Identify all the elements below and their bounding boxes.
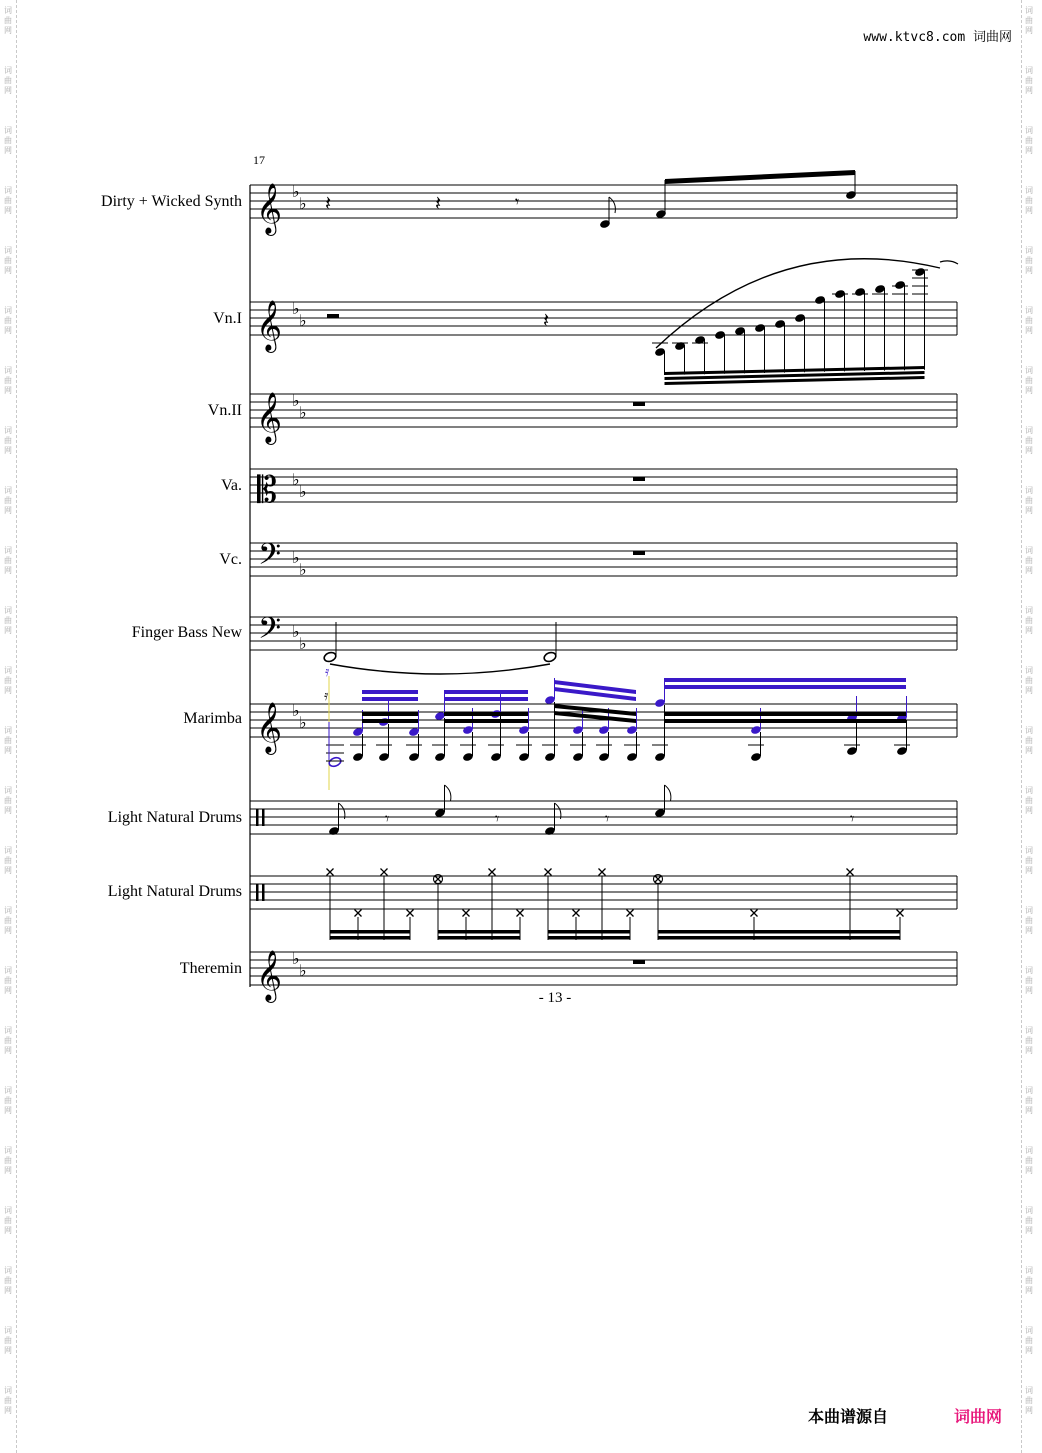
watermark-glyph: 词 — [1025, 246, 1033, 255]
watermark-glyph: 网 — [1025, 1226, 1033, 1235]
watermark-glyph: 词 — [1025, 666, 1033, 675]
watermark-glyph: 网 — [1025, 146, 1033, 155]
watermark-glyph: 网 — [4, 26, 12, 35]
x-notehead — [381, 869, 388, 876]
x-notehead — [897, 910, 904, 917]
watermark-glyph: 网 — [4, 206, 12, 215]
whole-rest-icon — [633, 551, 645, 555]
flat-icon: ♭ — [292, 548, 300, 567]
watermark-glyph: 曲 — [1025, 1156, 1033, 1165]
x-notehead — [517, 910, 524, 917]
watermark-glyph: 网 — [4, 266, 12, 275]
watermark-glyph: 曲 — [1025, 1276, 1033, 1285]
watermark-glyph: 曲 — [4, 1216, 12, 1225]
watermark-glyph: 网 — [4, 686, 12, 695]
watermark-glyph: 曲 — [1025, 1396, 1033, 1405]
whole-rest-icon — [633, 960, 645, 964]
flag — [665, 785, 671, 801]
watermark-glyph: 曲 — [4, 1336, 12, 1345]
beam — [548, 930, 630, 934]
beam — [444, 719, 528, 723]
instrument-label-drums-2: Light Natural Drums — [107, 883, 242, 900]
watermark-glyph: 网 — [1025, 86, 1033, 95]
watermark-glyph: 网 — [1025, 326, 1033, 335]
beam — [362, 690, 418, 694]
watermark-glyph: 词 — [4, 1026, 12, 1035]
flat-icon: ♭ — [299, 403, 307, 422]
watermark-glyph: 网 — [1025, 746, 1033, 755]
quarter-rest-icon: 𝄽 — [543, 308, 550, 332]
x-notehead — [599, 869, 606, 876]
percussion-clef-icon — [262, 884, 265, 901]
watermark-glyph: 网 — [1025, 1286, 1033, 1295]
watermark-glyph: 曲 — [1025, 736, 1033, 745]
staff-cello — [250, 543, 957, 576]
watermark-glyph: 词 — [4, 1206, 12, 1215]
watermark-glyph: 曲 — [4, 496, 12, 505]
watermark-glyph: 曲 — [4, 796, 12, 805]
watermark-glyph: 词 — [4, 1326, 12, 1335]
watermark-glyph: 曲 — [4, 1276, 12, 1285]
instrument-label-cello: Vc. — [219, 551, 242, 568]
watermark-glyph: 网 — [1025, 566, 1033, 575]
x-notehead — [355, 910, 362, 917]
watermark-glyph: 词 — [1025, 1146, 1033, 1155]
watermark-glyph: 网 — [1025, 1166, 1033, 1175]
x-notehead — [847, 869, 854, 876]
eighth-rest-icon: 𝄾 — [850, 809, 855, 828]
watermark-glyph: 网 — [4, 746, 12, 755]
watermark-glyph: 曲 — [1025, 436, 1033, 445]
page-number: - 13 - — [538, 990, 572, 1006]
flat-icon: ♭ — [299, 560, 307, 579]
beam — [444, 712, 528, 716]
watermark-glyph: 网 — [1025, 386, 1033, 395]
watermark-glyph: 曲 — [4, 616, 12, 625]
site-header[interactable]: www.ktvc8.com 词曲网 — [863, 30, 1012, 45]
flag — [445, 785, 451, 801]
watermark-glyph: 网 — [4, 446, 12, 455]
whole-rest-icon — [633, 477, 645, 481]
watermark-glyph: 曲 — [4, 916, 12, 925]
watermark-glyph: 曲 — [4, 316, 12, 325]
watermark-glyph: 词 — [1025, 486, 1033, 495]
watermark-glyph: 词 — [1025, 1086, 1033, 1095]
watermark-glyph: 词 — [1025, 726, 1033, 735]
eighth-rest-icon: 𝄾 — [385, 809, 390, 828]
instrument-label-drums-1: Light Natural Drums — [107, 809, 242, 826]
watermark-glyph: 曲 — [1025, 616, 1033, 625]
staff-theremin — [250, 952, 957, 985]
watermark-glyph: 词 — [1025, 1326, 1033, 1335]
x-notehead — [435, 876, 442, 883]
watermark-glyph: 网 — [1025, 1046, 1033, 1055]
watermark-glyph: 曲 — [1025, 976, 1033, 985]
sixteenth-rest-icon: 𝄿 — [324, 688, 329, 704]
x-notehead — [489, 869, 496, 876]
watermark-glyph: 网 — [1025, 506, 1033, 515]
watermark-glyph: 词 — [4, 906, 12, 915]
watermark-glyph: 曲 — [1025, 76, 1033, 85]
watermark-glyph: 网 — [1025, 626, 1033, 635]
watermark-glyph: 网 — [4, 86, 12, 95]
flat-icon: ♭ — [292, 701, 300, 720]
flat-icon: ♭ — [299, 482, 307, 501]
beam — [444, 690, 528, 694]
watermark-glyph: 词 — [4, 126, 12, 135]
treble-clef-icon: 𝄞 — [256, 392, 283, 443]
x-notehead — [463, 910, 470, 917]
watermark-glyph: 曲 — [4, 1096, 12, 1105]
watermark-glyph: 词 — [4, 66, 12, 75]
half-rest-icon — [327, 314, 339, 318]
marimba-notes — [324, 664, 910, 768]
watermark-glyph: 曲 — [1025, 256, 1033, 265]
watermark-glyph: 词 — [4, 846, 12, 855]
watermark-glyph: 词 — [1025, 1266, 1033, 1275]
beam — [548, 936, 630, 940]
tie — [330, 664, 550, 674]
watermark-glyph: 网 — [4, 1406, 12, 1415]
watermark-glyph: 曲 — [1025, 136, 1033, 145]
watermark-glyph: 网 — [1025, 806, 1033, 815]
watermark-glyph: 曲 — [4, 556, 12, 565]
watermark-glyph: 网 — [1025, 1346, 1033, 1355]
beam — [658, 930, 900, 934]
watermark-glyph: 曲 — [1025, 796, 1033, 805]
watermark-glyph: 词 — [1025, 1026, 1033, 1035]
drums-2-notes — [327, 869, 904, 941]
x-notehead — [407, 910, 414, 917]
watermark-glyph: 网 — [4, 506, 12, 515]
watermark-glyph: 曲 — [1025, 916, 1033, 925]
footer-source-label: 本曲谱源自 — [808, 1407, 889, 1426]
watermark-glyph: 词 — [1025, 6, 1033, 15]
instrument-label-viola: Va. — [221, 477, 242, 494]
watermark-glyph: 词 — [1025, 306, 1033, 315]
watermark-glyph: 词 — [1025, 186, 1033, 195]
staff-synth — [250, 185, 957, 218]
beam — [362, 697, 418, 701]
flat-icon: ♭ — [299, 311, 307, 330]
watermark-glyph: 词 — [4, 1146, 12, 1155]
flat-icon: ♭ — [299, 713, 307, 732]
watermark-glyph: 词 — [4, 1266, 12, 1275]
watermark-glyph: 曲 — [4, 676, 12, 685]
watermark-glyph: 曲 — [1025, 676, 1033, 685]
beam — [438, 936, 520, 940]
beam — [330, 936, 410, 940]
instrument-label-theremin: Theremin — [179, 960, 242, 977]
watermark-glyph: 词 — [1025, 366, 1033, 375]
watermark-glyph: 词 — [1025, 786, 1033, 795]
watermark-glyph: 网 — [4, 566, 12, 575]
watermark-glyph: 曲 — [4, 376, 12, 385]
treble-clef-icon: 𝄞 — [256, 950, 283, 1001]
watermark-glyph: 词 — [4, 546, 12, 555]
watermark-glyph: 词 — [4, 606, 12, 615]
watermark-glyph: 曲 — [4, 1156, 12, 1165]
watermark-glyph: 曲 — [1025, 496, 1033, 505]
watermark-glyph: 曲 — [1025, 316, 1033, 325]
instrument-label-marimba: Marimba — [183, 710, 242, 727]
watermark-glyph: 网 — [4, 326, 12, 335]
beam — [438, 930, 520, 934]
watermark-glyph: 词 — [1025, 66, 1033, 75]
flat-icon: ♭ — [299, 634, 307, 653]
treble-clef-icon: 𝄞 — [256, 300, 283, 351]
watermark-glyph: 网 — [4, 866, 12, 875]
footer-brand-link[interactable]: 词曲网 — [954, 1407, 1003, 1426]
half-notehead — [328, 756, 342, 768]
percussion-clef-icon — [256, 884, 259, 901]
watermark-glyph: 网 — [4, 986, 12, 995]
x-notehead — [655, 876, 662, 883]
beam — [664, 678, 906, 682]
staff-violin-2 — [250, 394, 957, 427]
watermark-glyph: 网 — [4, 1166, 12, 1175]
bass-clef-icon: 𝄢 — [258, 538, 282, 579]
eighth-rest-icon: 𝄾 — [495, 809, 500, 828]
watermark-glyph: 曲 — [4, 736, 12, 745]
measure-number: 17 — [253, 153, 265, 167]
flat-icon: ♭ — [299, 194, 307, 213]
watermark-glyph: 网 — [4, 806, 12, 815]
watermark-glyph: 词 — [1025, 906, 1033, 915]
watermark-glyph: 网 — [4, 146, 12, 155]
watermark-glyph: 网 — [4, 1346, 12, 1355]
watermark-glyph: 曲 — [4, 1036, 12, 1045]
watermark-glyph: 网 — [1025, 206, 1033, 215]
watermark-glyph: 网 — [1025, 686, 1033, 695]
watermark-glyph: 曲 — [1025, 16, 1033, 25]
staff-bass — [250, 617, 957, 650]
beam — [658, 936, 900, 940]
treble-clef-icon: 𝄞 — [256, 183, 283, 234]
watermark-glyph: 网 — [1025, 866, 1033, 875]
watermark-glyph: 曲 — [4, 976, 12, 985]
watermark-glyph: 曲 — [1025, 1036, 1033, 1045]
eighth-rest-icon: 𝄾 — [605, 809, 610, 828]
beam — [664, 719, 906, 723]
whole-rest-icon — [633, 402, 645, 406]
watermark-glyph: 曲 — [4, 436, 12, 445]
x-notehead — [327, 869, 334, 876]
x-notehead — [573, 910, 580, 917]
watermark-glyph: 曲 — [4, 1396, 12, 1405]
watermark-glyph: 词 — [1025, 606, 1033, 615]
alto-clef-icon: 𝄡 — [257, 470, 278, 511]
flat-icon: ♭ — [292, 182, 300, 201]
flat-icon: ♭ — [292, 949, 300, 968]
synth-notes — [599, 170, 857, 229]
watermark-glyph: 曲 — [1025, 196, 1033, 205]
watermark-glyph: 曲 — [1025, 376, 1033, 385]
flat-icon: ♭ — [292, 622, 300, 641]
flat-icon: ♭ — [299, 961, 307, 980]
watermark-glyph: 曲 — [4, 16, 12, 25]
watermark-glyph: 曲 — [4, 196, 12, 205]
watermark-glyph: 词 — [1025, 1206, 1033, 1215]
treble-clef-icon: 𝄞 — [256, 702, 283, 753]
watermark-glyph: 网 — [4, 386, 12, 395]
watermark-glyph: 网 — [4, 1046, 12, 1055]
watermark-glyph: 网 — [1025, 26, 1033, 35]
instrument-label-violin-1: Vn.I — [213, 310, 242, 327]
x-notehead — [545, 869, 552, 876]
watermark-glyph: 词 — [4, 1086, 12, 1095]
watermark-glyph: 词 — [1025, 846, 1033, 855]
watermark-glyph: 曲 — [1025, 856, 1033, 865]
watermark-glyph: 词 — [1025, 1386, 1033, 1395]
flat-icon: ♭ — [292, 299, 300, 318]
x-notehead — [627, 910, 634, 917]
beam — [444, 697, 528, 701]
drums-1-notes — [328, 785, 854, 836]
watermark-glyph: 网 — [1025, 1106, 1033, 1115]
watermark-glyph: 词 — [1025, 126, 1033, 135]
flat-icon: ♭ — [292, 470, 300, 489]
watermark-glyph: 曲 — [1025, 556, 1033, 565]
watermark-glyph: 词 — [4, 486, 12, 495]
watermark-glyph: 词 — [4, 726, 12, 735]
watermark-glyph: 词 — [4, 6, 12, 15]
watermark-glyph: 词 — [4, 966, 12, 975]
instrument-label-bass: Finger Bass New — [131, 624, 242, 641]
watermark-glyph: 曲 — [1025, 1216, 1033, 1225]
beam — [664, 712, 906, 716]
staff-drums-2 — [250, 876, 957, 909]
quarter-rest-icon: 𝄽 — [325, 191, 332, 215]
percussion-clef-icon — [262, 809, 265, 826]
watermark-glyph: 词 — [1025, 546, 1033, 555]
watermark-glyph: 曲 — [4, 76, 12, 85]
watermark-glyph: 网 — [1025, 926, 1033, 935]
watermark-glyph: 词 — [4, 426, 12, 435]
bass-clef-icon: 𝄢 — [258, 612, 282, 653]
percussion-clef-icon — [256, 809, 259, 826]
x-notehead — [751, 910, 758, 917]
watermark-glyph: 网 — [1025, 1406, 1033, 1415]
watermark-glyph: 词 — [4, 306, 12, 315]
watermark-glyph: 词 — [4, 186, 12, 195]
watermark-glyph: 词 — [4, 366, 12, 375]
eighth-rest-icon: 𝄾 — [515, 192, 520, 211]
watermark-glyph: 词 — [4, 246, 12, 255]
instrument-label-violin-2: Vn.II — [207, 402, 242, 419]
beam — [330, 930, 410, 934]
watermark-glyph: 网 — [1025, 446, 1033, 455]
watermark-glyph: 曲 — [4, 136, 12, 145]
staff-violin-1 — [250, 302, 957, 335]
watermark-glyph: 网 — [4, 1226, 12, 1235]
watermark-glyph: 词 — [4, 1386, 12, 1395]
instrument-label-synth: Dirty + Wicked Synth — [101, 193, 242, 210]
watermark-glyph: 网 — [1025, 986, 1033, 995]
flat-icon: ♭ — [292, 391, 300, 410]
staff-viola — [250, 469, 957, 502]
sixteenth-rest-icon: 𝄿 — [325, 664, 330, 680]
watermark-glyph: 词 — [4, 786, 12, 795]
watermark-glyph: 网 — [4, 926, 12, 935]
watermark-glyph: 曲 — [1025, 1096, 1033, 1105]
quarter-rest-icon: 𝄽 — [435, 191, 442, 215]
watermark-glyph: 词 — [1025, 426, 1033, 435]
watermark-glyph: 网 — [4, 1106, 12, 1115]
beam — [362, 712, 418, 716]
beam — [664, 685, 906, 689]
watermark-glyph: 网 — [4, 1286, 12, 1295]
watermark-glyph: 词 — [4, 666, 12, 675]
watermark-glyph: 网 — [4, 626, 12, 635]
watermark-glyph: 词 — [1025, 966, 1033, 975]
beam — [362, 719, 418, 723]
watermark-glyph: 曲 — [4, 856, 12, 865]
watermark-glyph: 曲 — [1025, 1336, 1033, 1345]
watermark-glyph: 曲 — [4, 256, 12, 265]
watermark-glyph: 网 — [1025, 266, 1033, 275]
bass-half-notes — [323, 622, 557, 674]
